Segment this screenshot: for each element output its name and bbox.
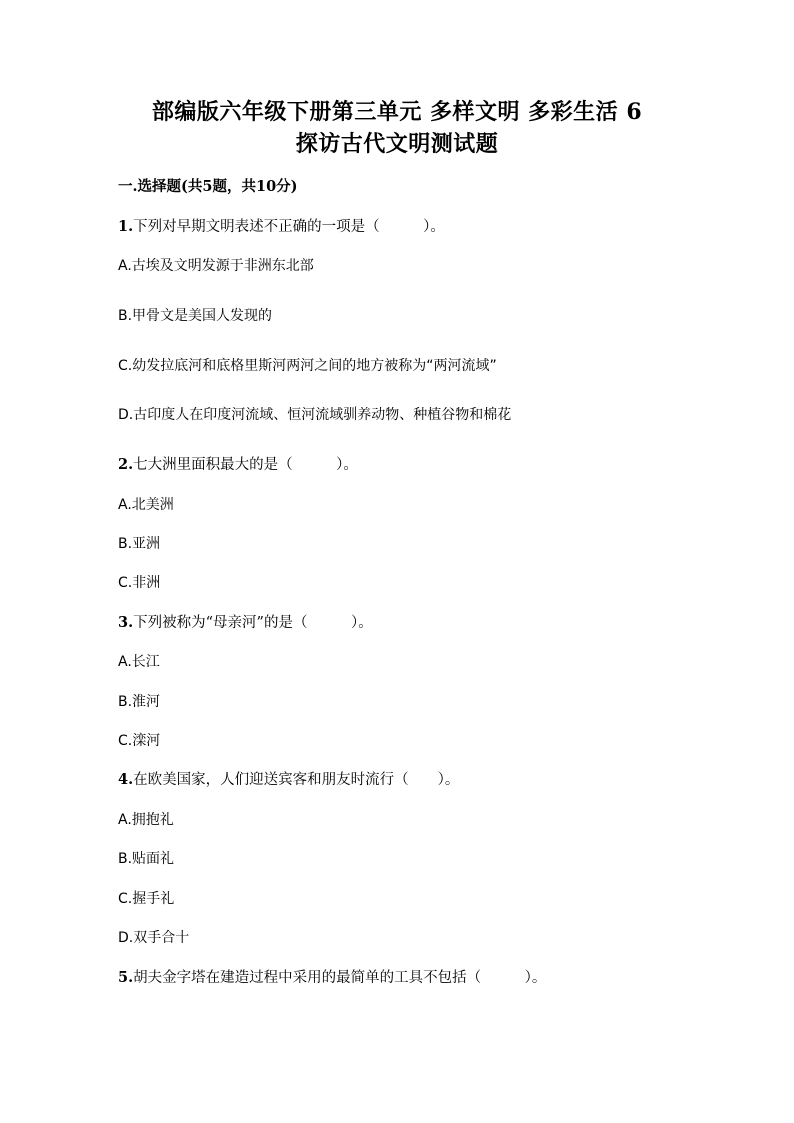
question-2-option-a: A.北美洲 [118, 497, 174, 513]
question-3 [118, 613, 373, 633]
section-heading: 一.选择题(共5题，共10分) [118, 178, 298, 195]
question-4-option-b: B.贴面礼 [118, 851, 175, 867]
question-2-option-c: C.非洲 [118, 575, 161, 591]
question-number: 5. [118, 969, 134, 986]
question-number: 4. [118, 771, 134, 788]
question-number: 2. [118, 456, 134, 473]
document-title-line-1: 部编版六年级下册第三单元 多样文明 多彩生活 6 [151, 99, 643, 125]
question-text: 下列对早期文明表述不正确的一项是（ ）。 [133, 219, 445, 235]
question-number: 1. [118, 218, 134, 235]
question-2 [118, 455, 358, 475]
question-5 [118, 968, 546, 988]
question-text: 胡夫金字塔在建造过程中采用的最简单的工具不包括（ ）。 [133, 970, 547, 986]
document-title-line-2: 探访古代文明测试题 [295, 131, 499, 157]
question-3-option-b: B.淮河 [118, 694, 161, 710]
question-1-option-a: A.古埃及文明发源于非洲东北部 [118, 258, 314, 274]
question-text: 七大洲里面积最大的是（ ）。 [133, 457, 358, 473]
question-4-option-d: D.双手合十 [118, 930, 190, 946]
question-3-option-c: C.滦河 [118, 733, 161, 749]
question-1-option-c: C.幼发拉底河和底格里斯河两河之间的地方被称为“两河流域” [118, 358, 497, 374]
question-4-option-c: C.握手礼 [118, 891, 175, 907]
question-4 [118, 770, 459, 790]
question-1 [118, 217, 445, 237]
question-4-option-a: A.拥抱礼 [118, 812, 174, 828]
question-3-option-a: A.长江 [118, 654, 160, 670]
question-number: 3. [118, 614, 134, 631]
question-text: 下列被称为“母亲河”的是（ ）。 [133, 615, 373, 631]
question-1-option-d: D.古印度人在印度河流域、恒河流域驯养动物、种植谷物和棉花 [118, 407, 512, 423]
question-1-option-b: B.甲骨文是美国人发现的 [118, 308, 273, 324]
question-2-option-b: B.亚洲 [118, 536, 161, 552]
question-text: 在欧美国家，人们迎送宾客和朋友时流行（ ）。 [133, 772, 460, 788]
